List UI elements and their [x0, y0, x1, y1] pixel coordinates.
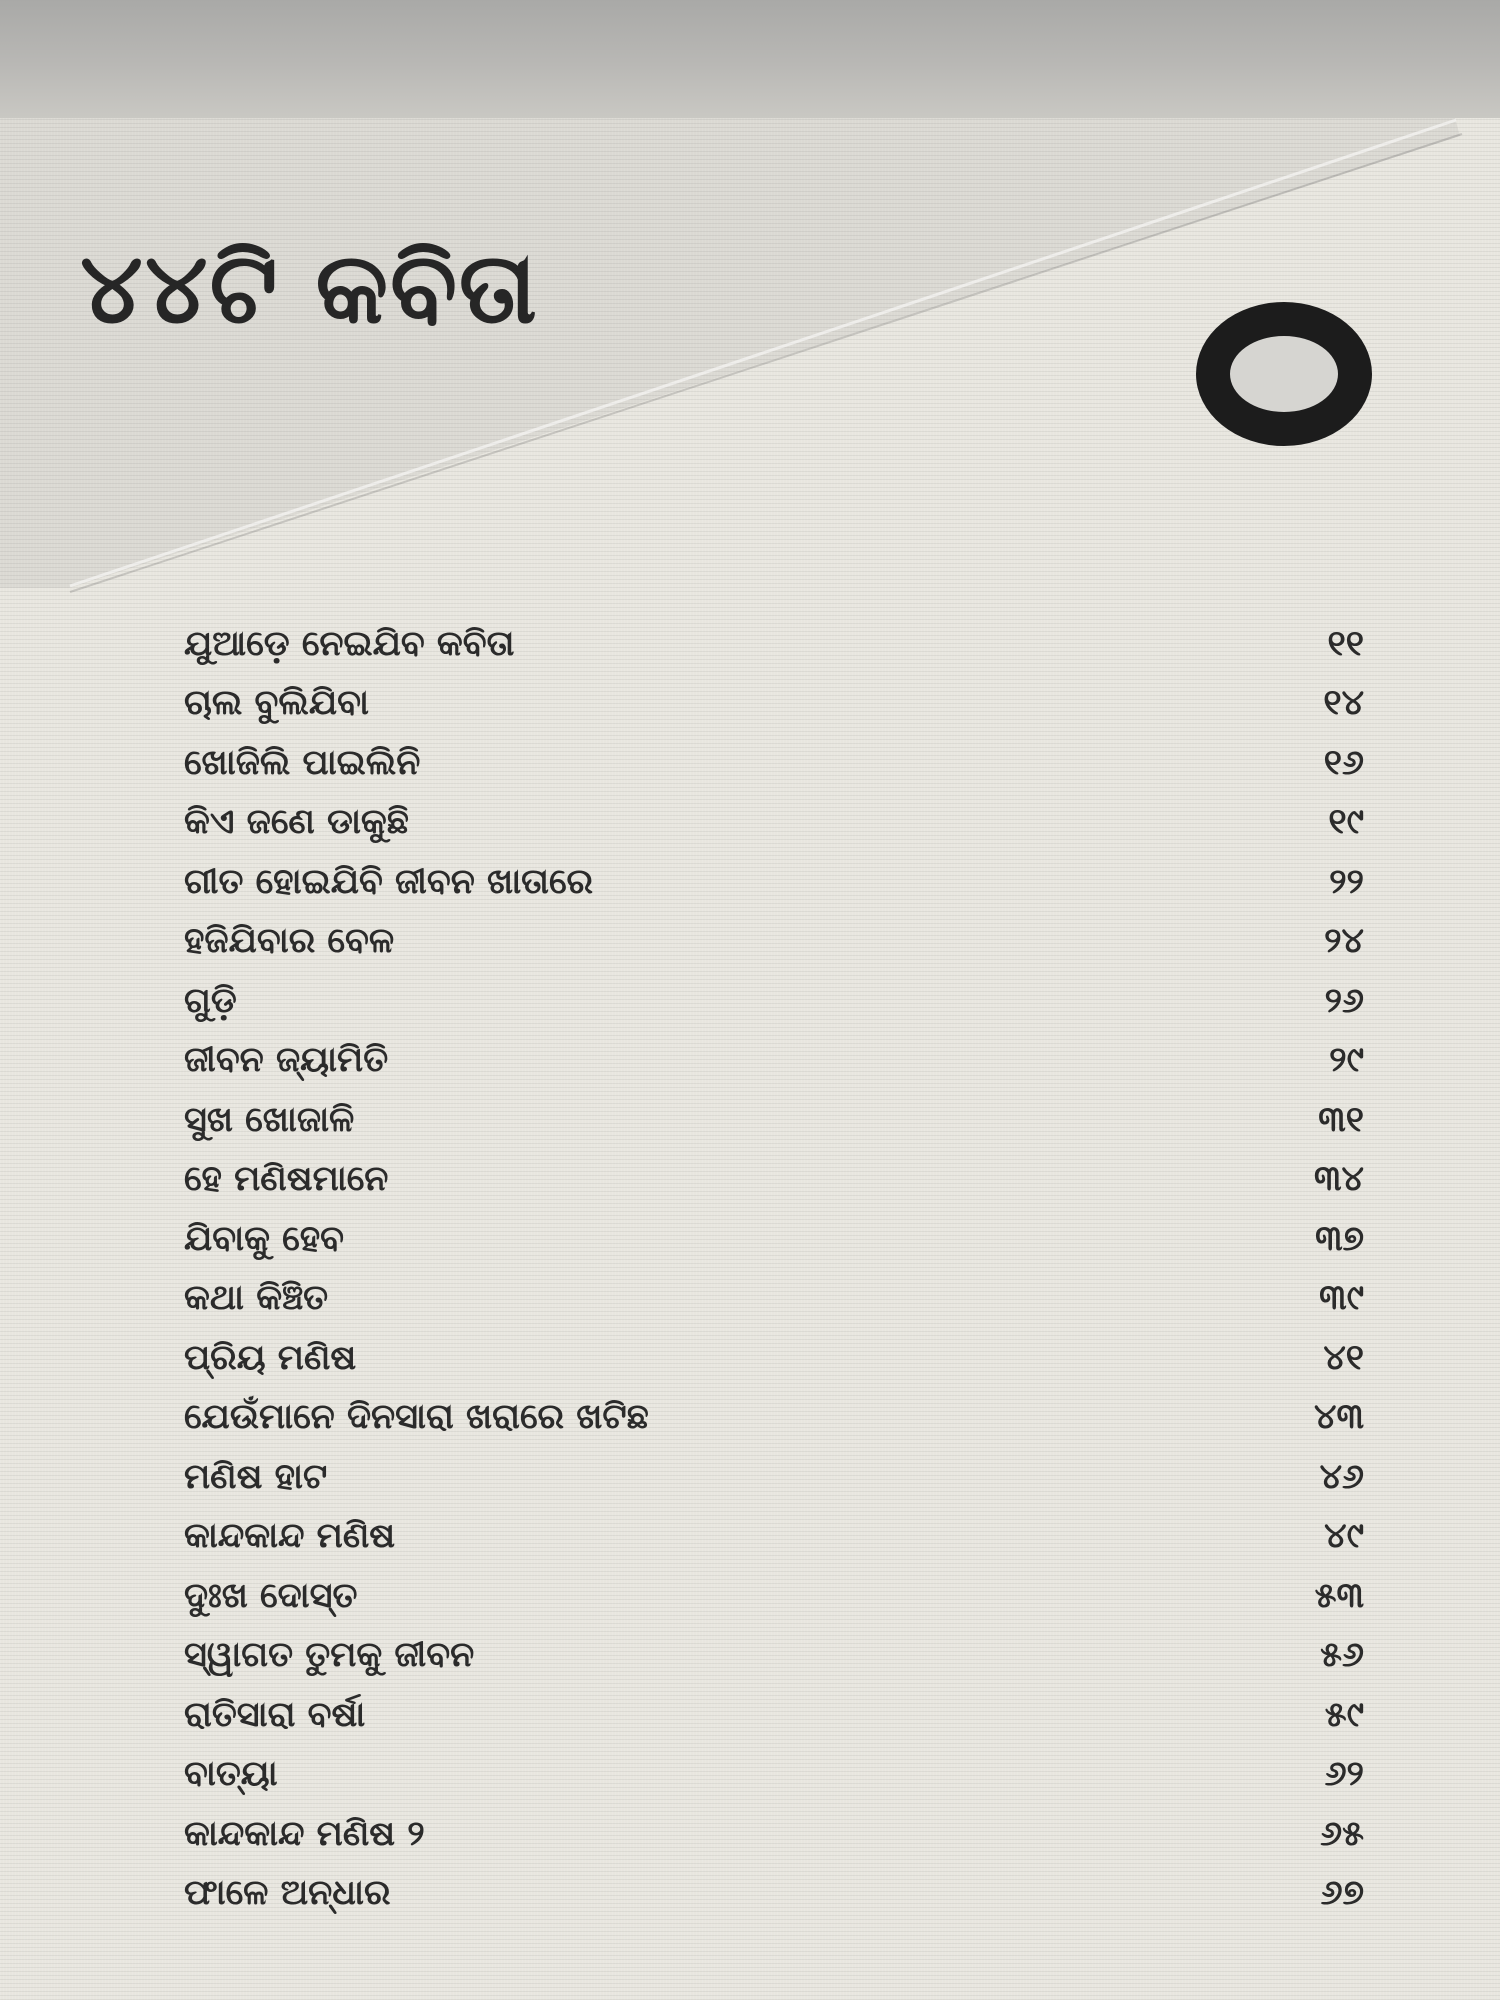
toc-entry-title: ଖୋଜିଲି ପାଇଲିନି	[184, 742, 421, 783]
toc-entry-title: ଚାଲ ବୁଲିଯିବା	[184, 683, 369, 724]
toc-entry-title: କଥା କିଞ୍ଚିତ	[184, 1278, 329, 1319]
toc-entry-page-number: ୫୬	[1320, 1635, 1364, 1676]
toc-entry-page-number: ୪୬	[1319, 1456, 1364, 1497]
toc-entry	[184, 1745, 1364, 1805]
toc-entry-title: ସୁଖ ଖୋଜାଳି	[184, 1099, 355, 1140]
toc-entry-title: ଯେଉଁମାନେ ଦିନସାରା ଖରାରେ ଖଟିଛ	[184, 1397, 649, 1438]
toc-entry-title: ସ୍ୱାଗତ ତୁମକୁ ଜୀବନ	[184, 1635, 475, 1676]
top-gray-band	[0, 0, 1500, 118]
toc-entry	[184, 1447, 1364, 1507]
toc-entry-page-number: ୧୧	[1327, 623, 1364, 664]
toc-entry	[184, 1209, 1364, 1269]
toc-entry	[184, 1150, 1364, 1210]
toc-entry	[184, 1388, 1364, 1448]
toc-entry	[184, 1269, 1364, 1329]
toc-entry-page-number: ୪୩	[1314, 1397, 1364, 1438]
toc-entry-page-number: ୬୫	[1320, 1813, 1364, 1854]
toc-entry	[184, 912, 1364, 972]
toc-entry-page-number: ୨୬	[1324, 980, 1364, 1021]
toc-entry-page-number: ୬୨	[1324, 1754, 1364, 1795]
toc-entry-title: ଯିବାକୁ ହେବ	[184, 1218, 344, 1259]
toc-entry	[184, 1864, 1364, 1924]
toc-entry	[184, 1328, 1364, 1388]
toc-entry-title: ହେ ମଣିଷମାନେ	[184, 1159, 389, 1200]
toc-entry	[184, 1507, 1364, 1567]
toc-entry-page-number: ୬୭	[1320, 1873, 1364, 1914]
toc-entry-title: ଫାଳେ ଅନ୍ଧାର	[184, 1873, 391, 1914]
toc-entry	[184, 1685, 1364, 1745]
toc-entry-title: ହଜିଯିବାର ବେଳ	[184, 921, 395, 962]
toc-entry	[184, 1031, 1364, 1091]
toc-entry	[184, 1626, 1364, 1686]
toc-entry	[184, 1566, 1364, 1626]
toc-entry-title: ମଣିଷ ହାଟ	[184, 1456, 328, 1497]
toc-entry	[184, 971, 1364, 1031]
toc-entry-page-number: ୪୧	[1323, 1337, 1364, 1378]
toc-entry-page-number: ୧୬	[1323, 742, 1364, 783]
table-of-contents	[184, 614, 1364, 1923]
toc-entry-title: ଗୁଡ଼ି	[184, 980, 237, 1021]
toc-entry-title: ଜୀବନ ଜ୍ୟାମିତି	[184, 1040, 389, 1081]
toc-entry-page-number: ୩୪	[1314, 1159, 1364, 1200]
book-title: ୪୪ଟି କବିତା	[80, 232, 539, 346]
toc-entry	[184, 674, 1364, 734]
toc-entry-page-number: ୩୯	[1319, 1278, 1364, 1319]
toc-entry-title: କାନ୍ଦକାନ୍ଦ ମଣିଷ	[184, 1516, 396, 1557]
toc-entry	[184, 852, 1364, 912]
toc-entry	[184, 793, 1364, 853]
toc-entry-page-number: ୧୯	[1328, 802, 1364, 843]
toc-entry-title: କାନ୍ଦକାନ୍ଦ ମଣିଷ ୨	[184, 1813, 425, 1854]
toc-entry-page-number: ୩୧	[1318, 1099, 1364, 1140]
toc-entry-page-number: ୨୨	[1329, 861, 1364, 902]
toc-entry-page-number: ୧୪	[1323, 683, 1364, 724]
toc-entry	[184, 1090, 1364, 1150]
toc-entry-page-number: ୨୯	[1329, 1040, 1364, 1081]
toc-entry-page-number: ୩୭	[1315, 1218, 1364, 1259]
toc-entry-title: ଦୁଃଖ ଦୋସ୍ତ	[184, 1575, 358, 1616]
toc-entry-title: ପ୍ରିୟ ମଣିଷ	[184, 1337, 357, 1378]
toc-entry-title: ଗୀତ ହୋଇଯିବି ଜୀବନ ଖାତାରେ	[184, 861, 594, 902]
toc-entry-page-number: ୫୯	[1324, 1694, 1364, 1735]
circle-icon	[1196, 302, 1372, 446]
toc-entry-title: ଯୁଆଡ଼େ ନେଇଯିବ କବିତା	[184, 623, 515, 664]
toc-entry-title: ବାତ୍ୟା	[184, 1754, 278, 1795]
toc-entry	[184, 733, 1364, 793]
toc-entry-title: ରାତିସାରା ବର୍ଷା	[184, 1694, 366, 1735]
toc-entry-page-number: ୪୯	[1324, 1516, 1364, 1557]
toc-entry	[184, 614, 1364, 674]
toc-entry	[184, 1804, 1364, 1864]
toc-entry-page-number: ୫୩	[1314, 1575, 1364, 1616]
toc-entry-page-number: ୨୪	[1324, 921, 1364, 962]
toc-entry-title: କିଏ ଜଣେ ଡାକୁଛି	[184, 802, 409, 843]
